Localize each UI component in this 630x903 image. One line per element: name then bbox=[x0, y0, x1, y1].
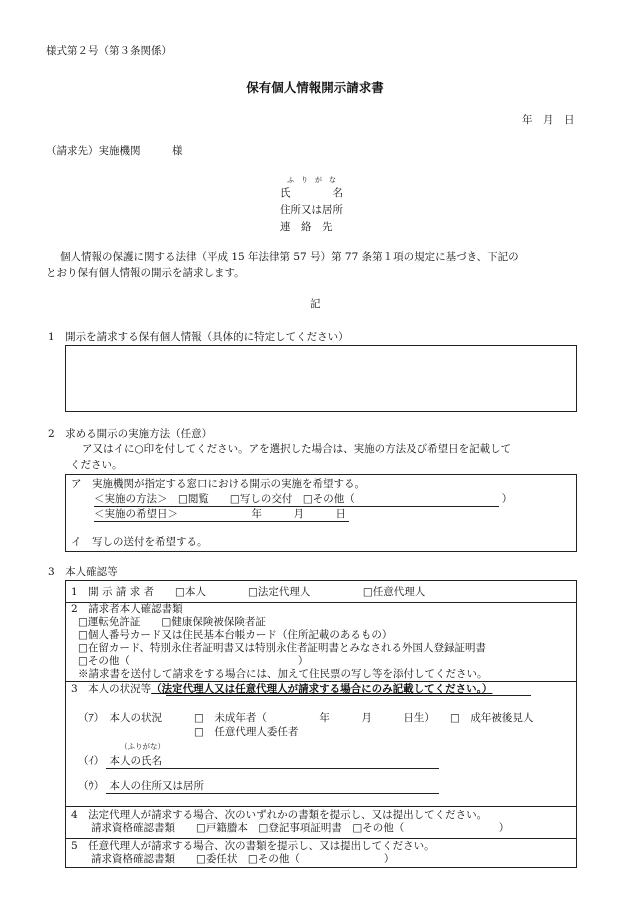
id-docs-note: ※請求書を送付して請求をする場合には、加えて住民票の写し等を添付してください。 bbox=[78, 668, 488, 680]
date-line[interactable]: 年 月 日 bbox=[522, 114, 575, 126]
principal-name-label: （ｲ） 本人の氏名 bbox=[78, 755, 162, 767]
id-docs-other[interactable]: □その他（ ） bbox=[78, 655, 309, 667]
page-title: 保有個人情報開示請求書 bbox=[246, 80, 384, 95]
principal-name-field[interactable] bbox=[106, 768, 439, 769]
date-underline bbox=[94, 521, 349, 522]
principal-address-label: （ｳ） 本人の住所又は居所 bbox=[78, 780, 204, 792]
form-number: 様式第２号（第３条関係） bbox=[46, 45, 172, 57]
status-delegator-option[interactable]: □ 任意代理人委任者 bbox=[194, 726, 299, 738]
voluntary-rep-docs-options[interactable]: 請求資格確認書類 □委任状 □その他（ ） bbox=[91, 853, 395, 865]
principal-address-field[interactable] bbox=[106, 793, 439, 794]
section2-method-box bbox=[65, 474, 577, 552]
ki-heading: 記 bbox=[310, 298, 321, 310]
method-underline bbox=[94, 506, 499, 507]
option-a-method[interactable]: ＜実施の方法＞ □閲覧 □写しの交付 □その他（ ） bbox=[94, 493, 513, 505]
section1-input-box[interactable] bbox=[65, 345, 577, 412]
row-divider bbox=[66, 806, 576, 807]
principal-furigana-label: （ふりがな） bbox=[120, 742, 165, 751]
requester-contact-label: 連 絡 先 bbox=[280, 221, 333, 233]
section3-table bbox=[65, 580, 577, 868]
row-divider bbox=[66, 838, 576, 839]
legal-rep-docs-text: 4 法定代理人が請求する場合、次のいずれかの書類を提示し、又は提出してください。 bbox=[71, 809, 488, 821]
requester-furigana-label: ふ り が な bbox=[287, 176, 336, 184]
voluntary-rep-docs-text: 5 任意代理人が請求する場合、次の書類を提示し、又は提出してください。 bbox=[71, 840, 435, 852]
addressee: （請求先）実施機関 様 bbox=[46, 145, 183, 157]
option-a-label[interactable]: ア 実施機関が指定する窓口における開示の実施を希望する。 bbox=[71, 478, 365, 490]
option-i-label[interactable]: イ 写しの送付を希望する。 bbox=[71, 536, 208, 548]
id-docs-option2[interactable]: □個人番号カード又は住民基本台帳カード（住所記載のあるもの） bbox=[78, 629, 393, 641]
section1-heading: 1 開示を請求する保有個人情報（具体的に特定してください） bbox=[48, 331, 349, 343]
intro-text-line2: とおり保有個人情報の開示を請求します。 bbox=[46, 267, 245, 279]
requester-type-row[interactable]: 1 開 示 請 求 者 □本人 □法定代理人 □任意代理人 bbox=[71, 586, 426, 598]
id-docs-option1[interactable]: □運転免許証 □健康保険被保険者証 bbox=[78, 616, 266, 628]
option-a-date[interactable]: ＜実施の希望日＞ 年 月 日 bbox=[94, 508, 346, 520]
section2-heading: 2 求める開示の実施方法（任意） bbox=[48, 428, 213, 440]
section2-note-line2: ください。 bbox=[70, 459, 123, 471]
requester-name-label: 氏 名 bbox=[280, 187, 343, 199]
principal-status-title-b: （法定代理人又は任意代理人が請求する場合にのみ記載してください。） bbox=[151, 683, 493, 695]
principal-status-label: （ｱ） 本人の状況 bbox=[78, 712, 162, 724]
id-docs-option3[interactable]: □在留カード、特別永住者証明書又は特別永住者証明書とみなされる外国人登録証明書 bbox=[78, 642, 486, 654]
intro-text-line1: 個人情報の保護に関する法律（平成 15 年法律第 57 号）第 77 条第１項の規定に基づき、下記の bbox=[60, 251, 519, 263]
legal-rep-docs-options[interactable]: 請求資格確認書類 □戸籍謄本 □登記事項証明書 □その他（ ） bbox=[91, 822, 510, 834]
status-minor-option[interactable]: □ 未成年者（ 年 月 日生） bbox=[194, 712, 435, 724]
section3-heading: 3 本人確認等 bbox=[48, 566, 118, 578]
id-docs-title: 2 請求者本人確認書類 bbox=[71, 603, 183, 615]
requester-address-label: 住所又は居所 bbox=[280, 204, 343, 216]
section2-note-line1: ア又はイに○印を付してください。アを選択した場合は、実施の方法及び希望日を記載して bbox=[82, 443, 512, 455]
row-divider bbox=[66, 681, 576, 682]
status-adult-ward-option[interactable]: □ 成年被後見人 bbox=[450, 712, 534, 724]
principal-status-title-a: 3 本人の状況等 bbox=[71, 683, 152, 695]
title-underline bbox=[166, 695, 531, 696]
